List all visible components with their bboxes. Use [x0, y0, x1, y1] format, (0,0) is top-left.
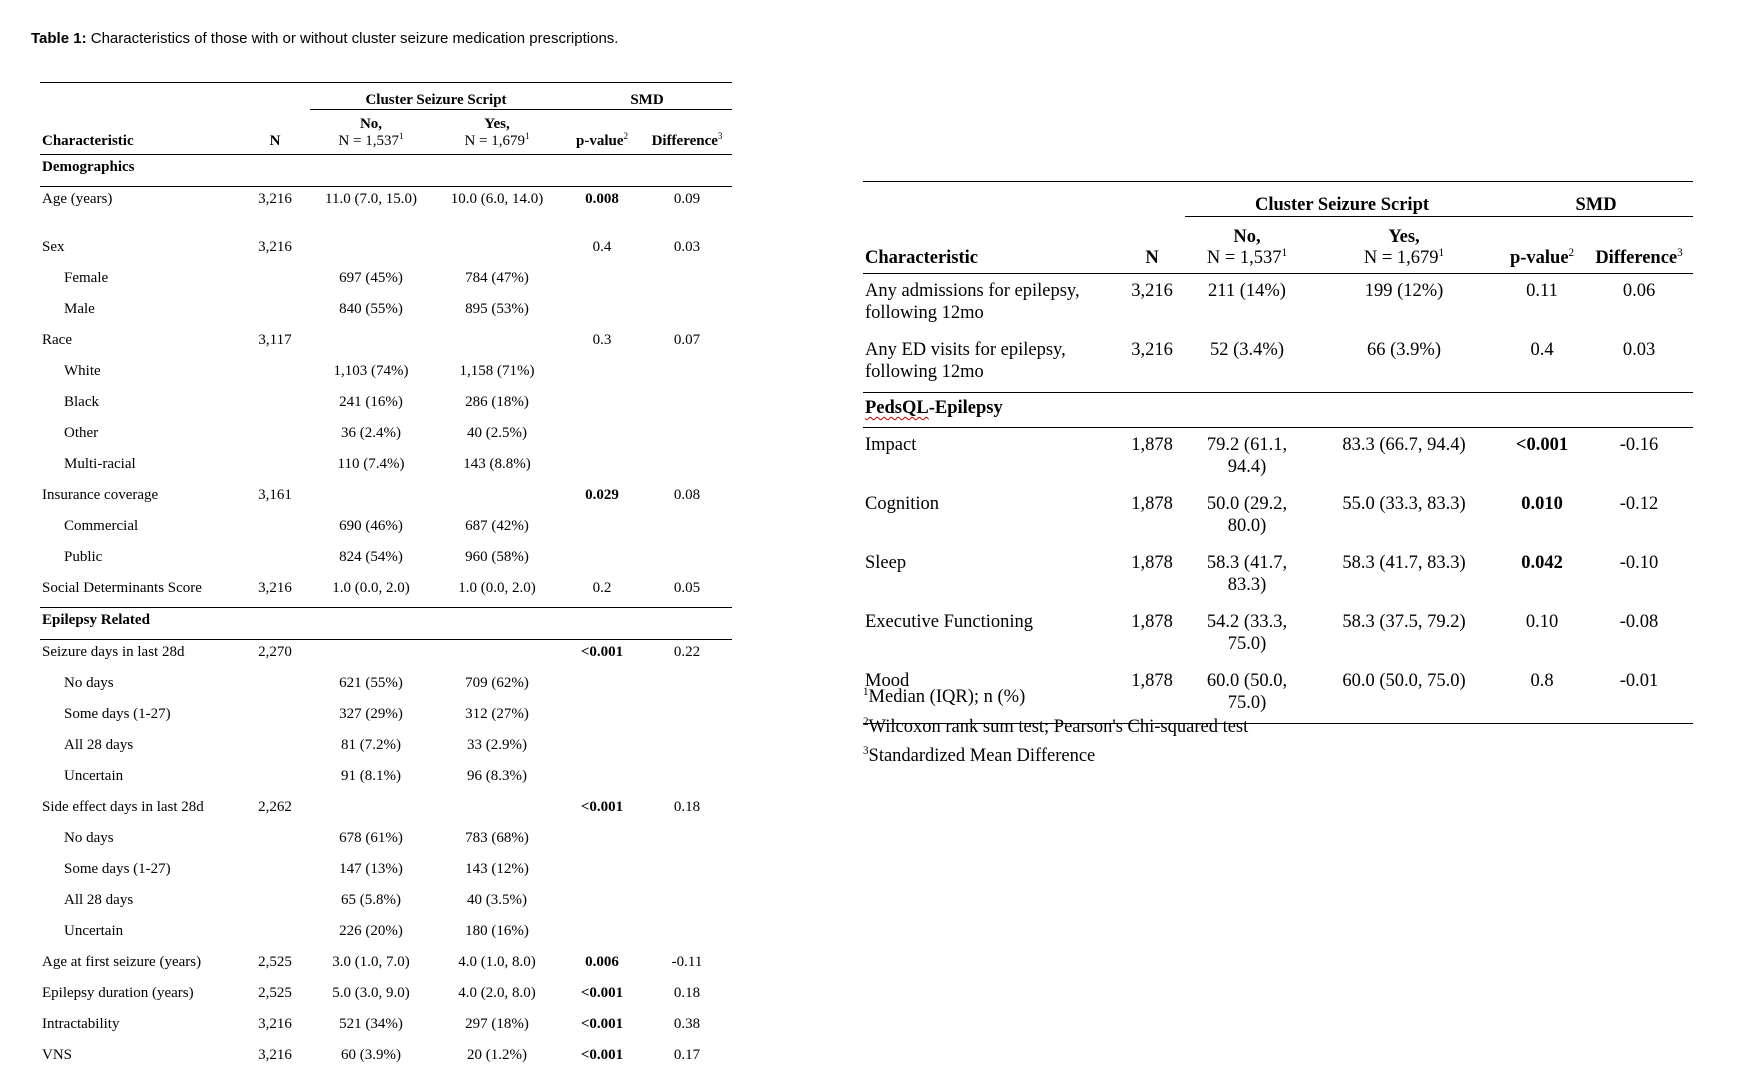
table-row: [40, 483, 732, 514]
row-yes: [432, 483, 562, 514]
row-pvalue: 0.4: [592, 239, 612, 255]
table-row: [40, 671, 732, 702]
header-pvalue: p-value$^2$: [575, 131, 628, 149]
row-yes: 783 (68%): [465, 830, 529, 846]
row-label: Black: [64, 394, 99, 410]
table-row: [40, 421, 732, 452]
table-row: [863, 333, 1693, 393]
row-difference: [642, 888, 732, 919]
row-no: [310, 483, 432, 514]
row-label: Intractability: [42, 1016, 120, 1032]
row-pvalue: [562, 266, 642, 297]
spellcheck-underline: PedsQL: [865, 398, 929, 418]
row-label: Age at first seizure (years): [42, 954, 202, 970]
table-row: [40, 640, 732, 672]
row-difference: [642, 421, 732, 452]
row-pvalue: 0.006: [585, 954, 619, 970]
table-row: [863, 605, 1693, 664]
row-n: [240, 733, 310, 764]
row-label: Other: [64, 425, 99, 441]
row-n: 1,878: [1131, 494, 1173, 514]
row-label: Commercial: [64, 518, 139, 534]
row-difference: -0.12: [1619, 494, 1659, 514]
table-row: [40, 1043, 732, 1074]
row-difference: 0.17: [673, 1047, 701, 1063]
row-n: 3,216: [258, 239, 292, 255]
row-difference: 0.05: [673, 580, 701, 596]
header-yes: Yes, $N = 1,679^1$: [464, 116, 530, 149]
row-yes: 180 (16%): [465, 923, 529, 939]
row-label: VNS: [42, 1047, 73, 1063]
row-yes: 33 (2.9%): [467, 737, 527, 753]
table-row: [40, 981, 732, 1012]
row-pvalue: 0.10: [1525, 612, 1559, 632]
row-pvalue: 0.4: [1530, 340, 1554, 360]
row-yes: 297 (18%): [465, 1016, 529, 1032]
row-yes: 83.3 (66.7, 94.4): [1342, 435, 1466, 455]
footnote-2: $^2$Wilcoxon rank sum test; Pearson's Chi-squared test: [863, 715, 1249, 737]
row-difference: -0.01: [1619, 671, 1659, 691]
table-row: [40, 359, 732, 390]
row-label: Uncertain: [64, 768, 124, 784]
table-row: [40, 235, 732, 266]
row-yes: 687 (42%): [465, 518, 529, 534]
row-yes: 58.3 (41.7, 83.3): [1342, 553, 1466, 573]
row-pvalue: 0.2: [592, 580, 612, 596]
row-yes: 143 (8.8%): [463, 456, 531, 472]
row-label: Public: [64, 549, 103, 565]
row-no: 5.0 (3.0, 9.0): [332, 985, 410, 1001]
row-n: 1,878: [1131, 671, 1173, 691]
row-no: 3.0 (1.0, 7.0): [332, 954, 410, 970]
row-no: [310, 795, 432, 826]
row-pvalue: [562, 390, 642, 421]
table-row: [40, 888, 732, 919]
row-difference: [642, 764, 732, 795]
row-pvalue: [562, 702, 642, 733]
row-yes: 20 (1.2%): [467, 1047, 527, 1063]
header-n: N: [1145, 248, 1159, 268]
row-yes: 1,158 (71%): [459, 363, 535, 379]
table-row: [40, 545, 732, 576]
row-yes: 286 (18%): [465, 394, 529, 410]
header-characteristic: Characteristic: [865, 248, 979, 268]
table-row: [40, 514, 732, 545]
row-yes: 1.0 (0.0, 2.0): [458, 580, 536, 596]
row-n: [240, 671, 310, 702]
row-n: [240, 545, 310, 576]
row-difference: [642, 733, 732, 764]
table-row: [40, 328, 732, 359]
row-no: 226 (20%): [339, 923, 403, 939]
header-characteristic: Characteristic: [42, 133, 134, 149]
row-no: 58.3 (41.7, 83.3): [1206, 553, 1288, 595]
row-n: [240, 297, 310, 328]
row-difference: [642, 297, 732, 328]
row-label: Age (years): [42, 191, 113, 207]
row-no: 241 (16%): [339, 394, 403, 410]
row-label: White: [64, 363, 101, 379]
row-label: No days: [64, 830, 114, 846]
row-pvalue: [562, 857, 642, 888]
row-label: Social Determinants Score: [42, 580, 202, 596]
row-difference: -0.10: [1619, 553, 1659, 573]
row-label: Epilepsy duration (years): [42, 985, 194, 1001]
row-pvalue: 0.11: [1526, 281, 1558, 301]
row-pvalue: <0.001: [580, 1016, 624, 1032]
row-label: Cognition: [865, 494, 940, 514]
row-difference: -0.16: [1619, 435, 1659, 455]
row-pvalue: <0.001: [580, 1047, 624, 1063]
row-yes: 143 (12%): [465, 861, 529, 877]
row-n: [240, 266, 310, 297]
row-n: [240, 421, 310, 452]
row-no: 91 (8.1%): [341, 768, 401, 784]
row-difference: 0.09: [673, 191, 701, 207]
row-n: 3,216: [1131, 340, 1173, 360]
row-pvalue: [562, 359, 642, 390]
row-pvalue: [562, 514, 642, 545]
row-n: [240, 514, 310, 545]
table-row: [40, 1012, 732, 1043]
row-n: [240, 764, 310, 795]
row-yes: [432, 795, 562, 826]
table-row: [40, 390, 732, 421]
row-difference: [642, 452, 732, 483]
row-pvalue: [562, 545, 642, 576]
row-yes: 10.0 (6.0, 14.0): [450, 191, 544, 207]
table-row: [40, 857, 732, 888]
row-n: 2,525: [258, 954, 292, 970]
row-n: 3,216: [258, 1047, 292, 1063]
row-n: 1,878: [1131, 553, 1173, 573]
row-n: 3,117: [258, 332, 292, 348]
row-difference: [642, 702, 732, 733]
row-no: 60 (3.9%): [341, 1047, 401, 1063]
row-difference: -0.08: [1619, 612, 1659, 632]
header-no: No, $N = 1,537^1$: [1206, 227, 1288, 268]
header-group-smd: SMD: [562, 83, 732, 110]
row-label: Some days (1-27): [64, 706, 171, 722]
table-row: [863, 428, 1693, 488]
header-group-smd: SMD: [1499, 182, 1693, 217]
row-no: 327 (29%): [339, 706, 403, 722]
row-no: 11.0 (7.0, 15.0): [325, 191, 417, 207]
row-no: [310, 640, 432, 672]
row-pvalue: [562, 671, 642, 702]
row-pvalue: 0.042: [1521, 553, 1563, 573]
row-no: 1.0 (0.0, 2.0): [332, 580, 410, 596]
row-n: 2,270: [258, 644, 292, 660]
caption-text: Characteristics of those with or without cluster seizure medication prescriptions.: [86, 30, 619, 47]
row-n: 1,878: [1131, 435, 1173, 455]
row-yes: 58.3 (37.5, 79.2): [1342, 612, 1466, 632]
caption-label: Table 1:: [31, 30, 87, 47]
row-yes: 895 (53%): [465, 301, 529, 317]
row-yes: 4.0 (2.0, 8.0): [458, 985, 536, 1001]
row-pvalue: [562, 452, 642, 483]
row-pvalue: <0.001: [580, 799, 624, 815]
row-label: All 28 days: [64, 737, 134, 753]
row-label: Any admissions for epilepsy, following 12mo: [865, 281, 1080, 323]
row-pvalue: <0.001: [580, 985, 624, 1001]
row-no: 147 (13%): [339, 861, 403, 877]
row-label: Side effect days in last 28d: [42, 799, 204, 815]
row-n: 3,216: [258, 191, 292, 207]
table-row: [40, 919, 732, 950]
row-no: 54.2 (33.3, 75.0): [1206, 612, 1288, 654]
header-pvalue: p-value$^2$: [1509, 246, 1575, 268]
row-n: 2,525: [258, 985, 292, 1001]
table-row: [40, 297, 732, 328]
row-no: 211 (14%): [1208, 281, 1286, 301]
row-pvalue: [562, 733, 642, 764]
row-pvalue: [562, 919, 642, 950]
row-n: 3,216: [258, 1016, 292, 1032]
row-yes: 960 (58%): [465, 549, 529, 565]
row-no: 52 (3.4%): [1210, 340, 1284, 360]
row-no: [310, 328, 432, 359]
row-label: Sex: [42, 239, 65, 255]
row-no: 840 (55%): [339, 301, 403, 317]
header-group-script: Cluster Seizure Script: [310, 83, 562, 110]
row-n: [240, 359, 310, 390]
row-difference: [642, 390, 732, 421]
row-yes: 60.0 (50.0, 75.0): [1342, 671, 1466, 691]
row-n: 3,216: [258, 580, 292, 596]
row-pvalue: [562, 826, 642, 857]
row-no: 81 (7.2%): [341, 737, 401, 753]
header-n: N: [269, 133, 281, 149]
row-yes: 199 (12%): [1364, 281, 1444, 301]
row-pvalue: <0.001: [580, 644, 624, 660]
row-label: Female: [64, 270, 109, 286]
row-yes: 66 (3.9%): [1367, 340, 1441, 360]
row-pvalue: 0.029: [585, 487, 619, 503]
row-no: 697 (45%): [339, 270, 403, 286]
row-pvalue: 0.008: [585, 191, 619, 207]
table-row: [40, 764, 732, 795]
row-n: [240, 390, 310, 421]
row-label: Some days (1-27): [64, 861, 171, 877]
row-yes: 312 (27%): [465, 706, 529, 722]
row-yes: 55.0 (33.3, 83.3): [1342, 494, 1466, 514]
row-pvalue: [562, 421, 642, 452]
table-row: [40, 950, 732, 981]
section-demographics: Demographics: [40, 155, 732, 187]
table-1: [40, 82, 732, 1074]
row-difference: [642, 359, 732, 390]
table-row: [863, 274, 1693, 334]
header-difference: Difference$^3$: [651, 131, 723, 149]
row-yes: [432, 640, 562, 672]
row-no: 36 (2.4%): [341, 425, 401, 441]
row-label: Insurance coverage: [42, 487, 159, 503]
row-yes: 40 (3.5%): [467, 892, 527, 908]
row-difference: [642, 671, 732, 702]
row-pvalue: [562, 764, 642, 795]
row-difference: 0.18: [673, 799, 701, 815]
row-difference: [642, 919, 732, 950]
table-row: [863, 546, 1693, 605]
row-label: Executive Functioning: [865, 612, 1034, 632]
row-n: 2,262: [258, 799, 292, 815]
row-yes: 784 (47%): [465, 270, 529, 286]
row-difference: [642, 266, 732, 297]
row-n: [240, 826, 310, 857]
row-no: 50.0 (29.2, 80.0): [1206, 494, 1288, 536]
row-label: Race: [42, 332, 72, 348]
row-no: 110 (7.4%): [337, 456, 405, 472]
row-difference: 0.38: [673, 1016, 701, 1032]
header-no: No, $N = 1,537^1$: [338, 116, 404, 149]
header-difference: Difference$^3$: [1595, 246, 1683, 268]
row-yes: 96 (8.3%): [467, 768, 527, 784]
row-label: Any ED visits for epilepsy, following 12mo: [865, 340, 1066, 382]
row-n: [240, 888, 310, 919]
table-row: [40, 733, 732, 764]
row-no: 690 (46%): [339, 518, 403, 534]
row-pvalue: <0.001: [1515, 435, 1569, 455]
row-difference: [642, 514, 732, 545]
row-no: 79.2 (61.1, 94.4): [1206, 435, 1288, 477]
row-no: 1,103 (74%): [333, 363, 409, 379]
table-row: [40, 795, 732, 826]
row-label: Seizure days in last 28d: [42, 644, 185, 660]
row-n: [240, 452, 310, 483]
row-difference: 0.08: [673, 487, 701, 503]
row-yes: 4.0 (1.0, 8.0): [458, 954, 536, 970]
table-row: [40, 826, 732, 857]
row-no: 621 (55%): [339, 675, 403, 691]
table-row: [40, 266, 732, 297]
row-difference: 0.06: [1622, 281, 1656, 301]
row-no: 65 (5.8%): [341, 892, 401, 908]
table-caption: [31, 30, 618, 47]
row-yes: [432, 328, 562, 359]
row-yes: [432, 235, 562, 266]
row-pvalue: [562, 297, 642, 328]
table-row: [40, 452, 732, 483]
section-pedsql-epilepsy: PedsQL-Epilepsy: [863, 393, 1693, 428]
row-difference: 0.03: [673, 239, 701, 255]
row-label: Sleep: [865, 553, 907, 573]
row-pvalue: [562, 888, 642, 919]
section-epilepsy-related: Epilepsy Related: [40, 608, 732, 640]
row-no: 824 (54%): [339, 549, 403, 565]
table-row: [40, 702, 732, 733]
footnote-3: $^3$Standardized Mean Difference: [863, 744, 1096, 766]
row-yes: 709 (62%): [465, 675, 529, 691]
row-label: Uncertain: [64, 923, 124, 939]
header-yes: Yes, $N = 1,679^1$: [1363, 227, 1445, 268]
footnote-1: $^1$Median (IQR); n (%): [863, 685, 1026, 707]
row-pvalue: 0.8: [1530, 671, 1554, 691]
row-no: 60.0 (50.0, 75.0): [1206, 671, 1288, 713]
row-label: No days: [64, 675, 114, 691]
row-difference: 0.22: [673, 644, 701, 660]
row-difference: [642, 826, 732, 857]
row-label: All 28 days: [64, 892, 134, 908]
row-n: [240, 919, 310, 950]
row-difference: -0.11: [671, 954, 703, 970]
row-n: 1,878: [1131, 612, 1173, 632]
header-group-script: Cluster Seizure Script: [1185, 182, 1499, 217]
row-no: 521 (34%): [339, 1016, 403, 1032]
row-difference: 0.07: [673, 332, 701, 348]
row-label: Impact: [865, 435, 917, 455]
row-no: [310, 235, 432, 266]
row-difference: [642, 545, 732, 576]
table-2: [863, 181, 1693, 724]
row-difference: 0.03: [1622, 340, 1656, 360]
table-row: [40, 187, 732, 236]
row-pvalue: 0.010: [1521, 494, 1563, 514]
table-row: [40, 576, 732, 608]
row-n: [240, 857, 310, 888]
row-n: [240, 702, 310, 733]
row-label: Mood: [865, 671, 910, 691]
row-yes: 40 (2.5%): [467, 425, 527, 441]
row-difference: [642, 857, 732, 888]
row-no: 678 (61%): [339, 830, 403, 846]
table-row: [863, 487, 1693, 546]
row-difference: 0.18: [673, 985, 701, 1001]
row-n: 3,216: [1131, 281, 1173, 301]
row-pvalue: 0.3: [592, 332, 612, 348]
row-n: 3,161: [258, 487, 292, 503]
row-label: Male: [64, 301, 95, 317]
row-label: Multi-racial: [64, 456, 136, 472]
